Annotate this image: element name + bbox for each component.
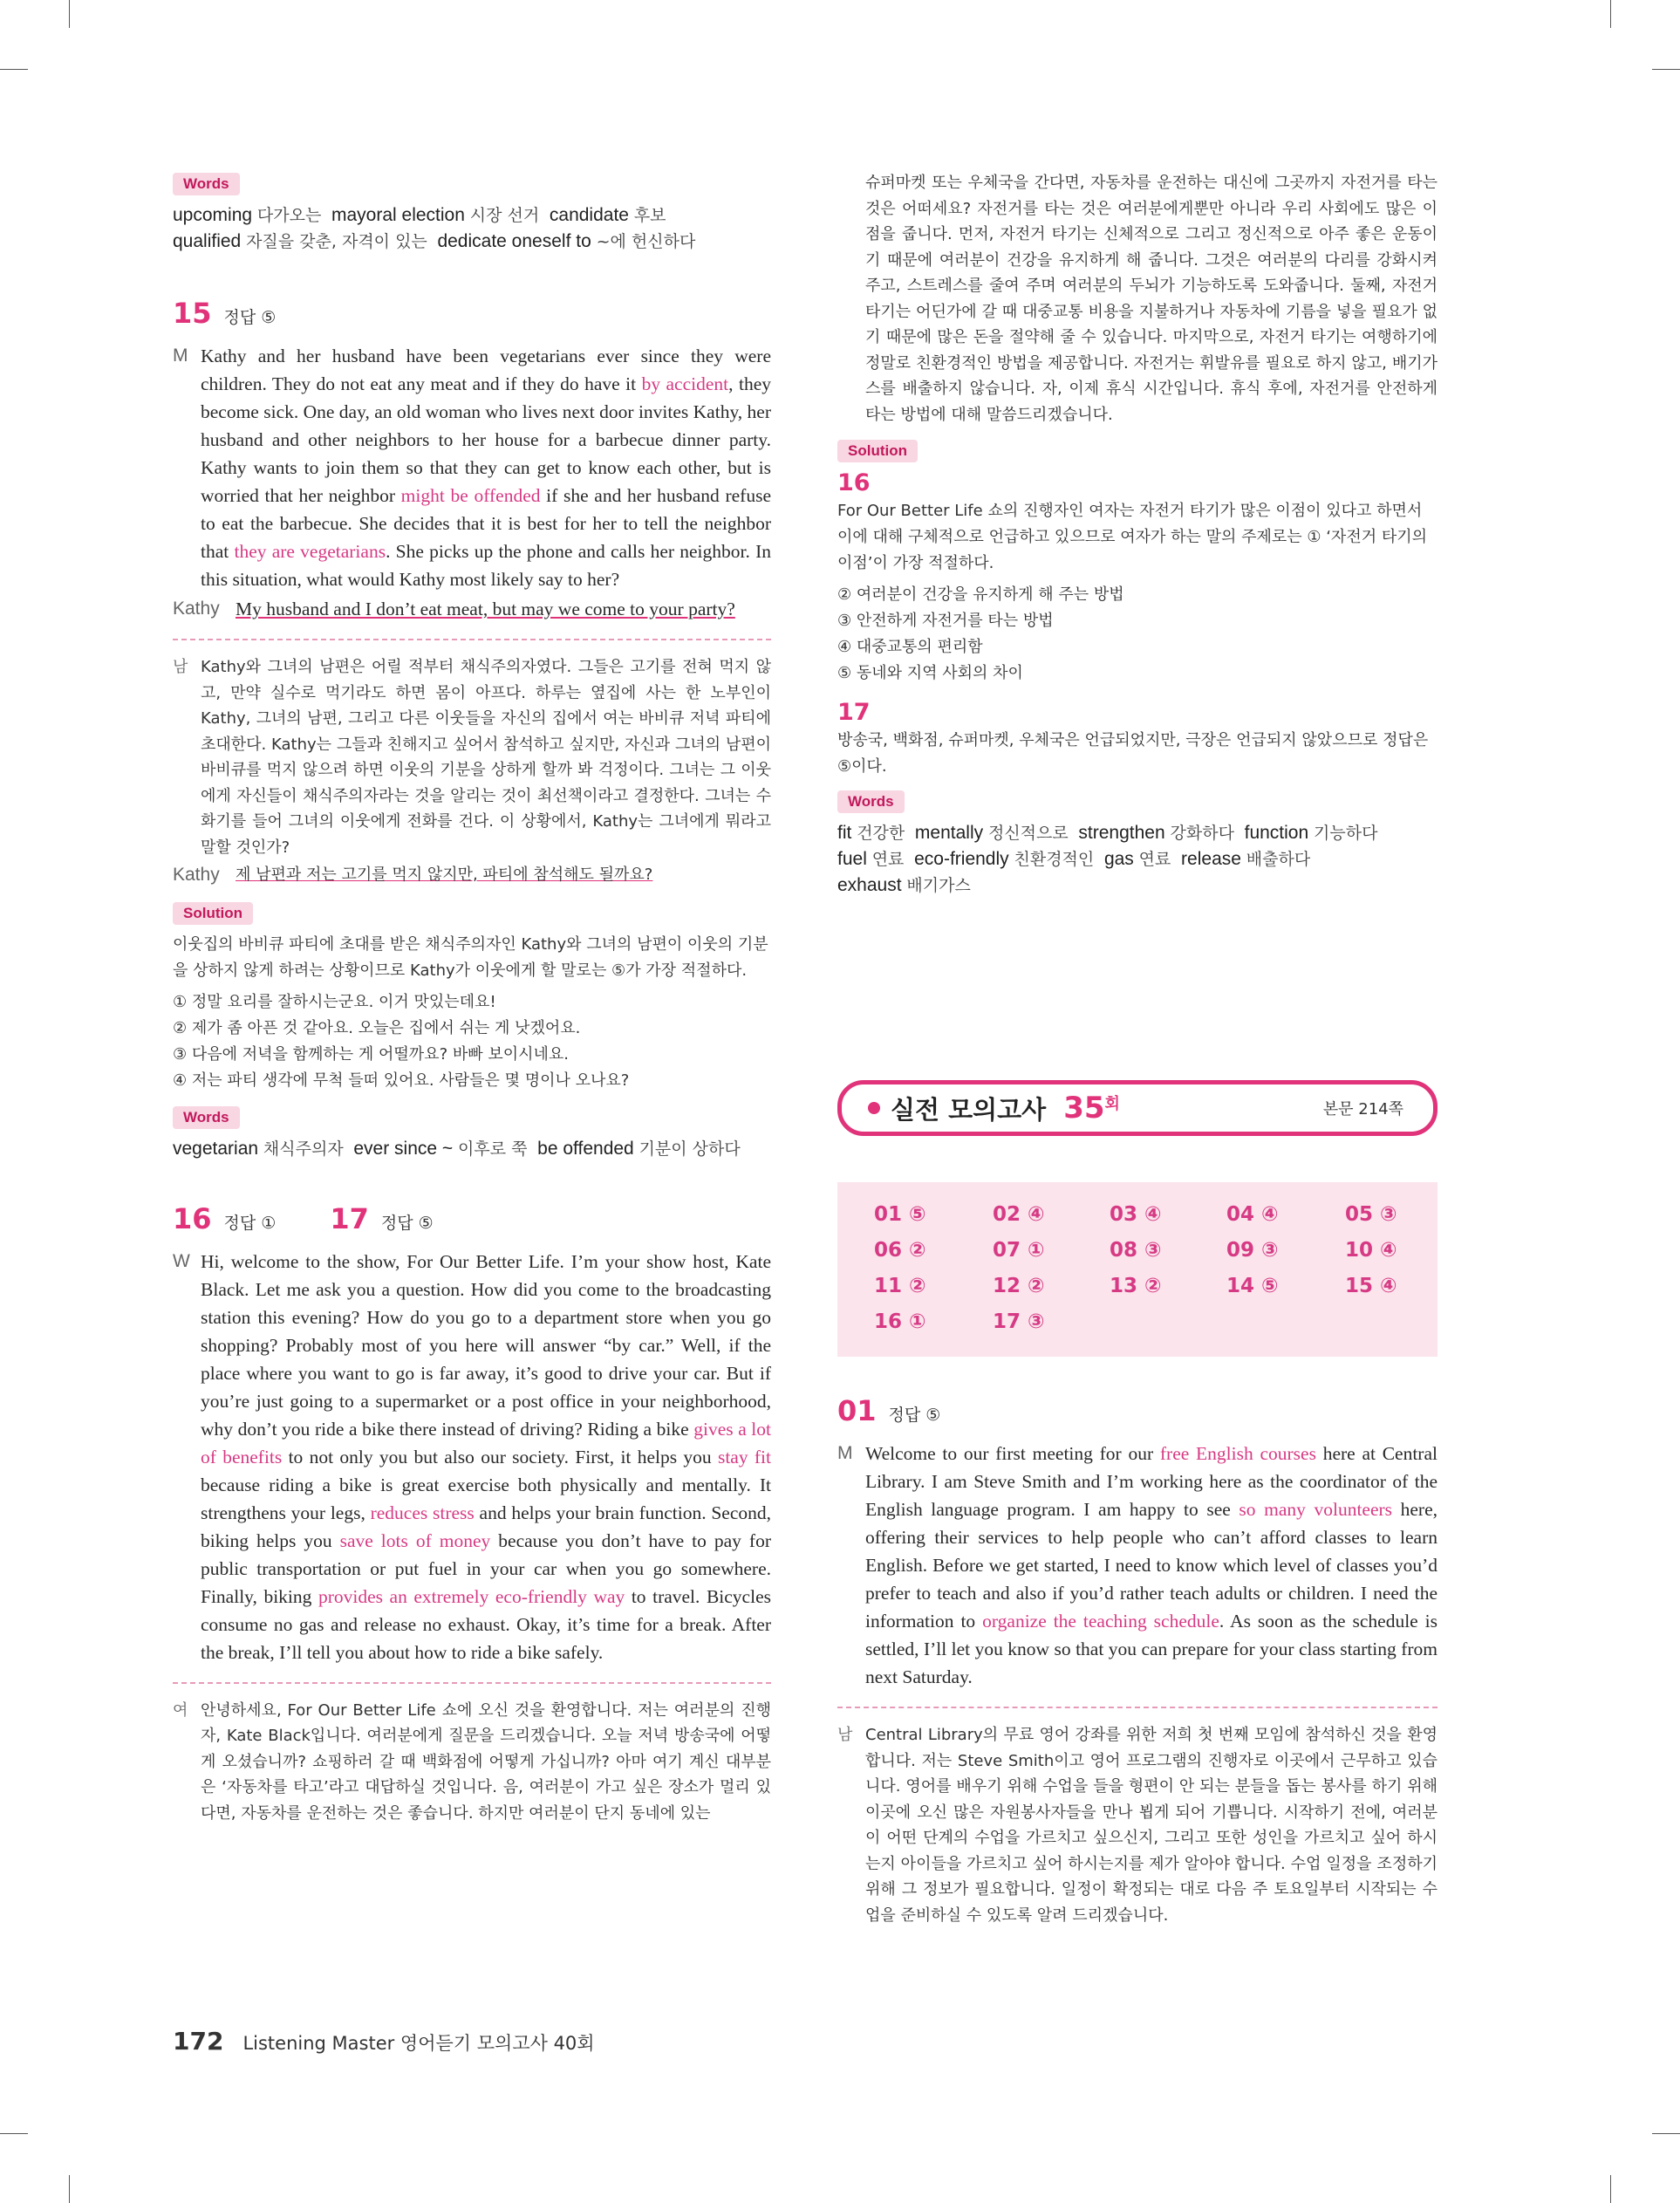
solution-tag: Solution — [837, 440, 918, 462]
vocab-list — [173, 1136, 771, 1162]
translation-continued — [837, 170, 1438, 428]
speaker-label: Kathy — [173, 599, 220, 619]
vocab-line: fit 건강한 mentally 정신적으로 strengthen 강화하다 function 기능하다 — [837, 823, 1378, 843]
crop-mark — [0, 69, 28, 70]
script-passage — [173, 342, 771, 593]
question-01 — [837, 1394, 1438, 1928]
option-item: ⑤ 동네와 지역 사회의 차이 — [837, 664, 1023, 682]
script-text: Welcome to our first meeting for our free English courses here at Central Library. I am Steve Smith and I’m working here as the coordinator of the English language program. I am happy to see so many volunteers here, offering their services to help people who can’t afford classes to learn English. Before we get started, I need to know which level of classes you’d prefer to teach and also if you’d rather teach adults or children. I need the information to organize the teaching schedule. As soon as the schedule is settled, I’ll let you know so that you can prepare for your class starting from next Saturday. — [865, 1443, 1438, 1687]
option-item: ④ 저는 파티 생각에 무척 들떠 있어요. 사람들은 몇 명이나 오나요? — [173, 1071, 630, 1090]
answer-key-item: 12 ② — [993, 1275, 1045, 1297]
answer-key-item: 13 ② — [1110, 1275, 1162, 1297]
speaker-label: M — [173, 346, 188, 366]
answer-key-item: 05 ③ — [1345, 1203, 1397, 1226]
solution-text: 이웃집의 바비큐 파티에 초대를 받은 채식주의자인 Kathy와 그녀의 남편이 이웃의 기분을 상하지 않게 하려는 상황이므로 Kathy가 이웃에게 할 말로는 ⑤가 가장 적절하다. — [173, 934, 768, 980]
crop-mark — [0, 2133, 28, 2134]
answer-key-item: 01 ⑤ — [874, 1203, 926, 1226]
crop-mark — [1652, 2133, 1680, 2134]
answer-key-item: 07 ① — [993, 1239, 1045, 1262]
test-number-suffix: 회 — [1104, 1095, 1120, 1113]
speaker-label: Kathy — [173, 865, 220, 885]
translation-answer-line — [173, 862, 771, 888]
crop-mark — [1610, 2175, 1611, 2203]
book-title: Listening Master 영어듣기 모의고사 40회 — [242, 2033, 595, 2054]
script-text: Kathy and her husband have been vegetarians ever since they were children. They do not eat any meat and if they do have it by accident, they become sick. One day, an old woman who lives next door invites Kathy, her husband and other neighbors to her house for a barbecue dinner party. Kathy wants to join them so that they can get to know each other, but is worried that her neighbor might be offended if she and her husband refuse to eat the barbecue. She decides that it is best for her to tell the neighbor that they are vegetarians. She picks up the phone and calls her neighbor. In this situation, what would Kathy most likely say to her? — [201, 346, 771, 590]
answer-key-item: 16 ① — [874, 1310, 926, 1333]
option-list — [837, 582, 1438, 687]
answer-label: 정답 ① — [223, 1213, 277, 1233]
answer-key-item: 02 ④ — [993, 1203, 1045, 1226]
crop-mark — [1610, 0, 1611, 28]
divider — [837, 1707, 1438, 1708]
words-tag: Words — [173, 1106, 240, 1129]
test-title: 실전 모의고사 — [891, 1094, 1047, 1125]
option-list — [173, 989, 771, 1094]
answer-label: 정답 ⑤ — [380, 1213, 434, 1233]
answer-key-item: 09 ③ — [1226, 1239, 1279, 1262]
answer-label: 정답 ⑤ — [888, 1406, 941, 1425]
translation — [173, 654, 771, 860]
solution-text: 방송국, 백화점, 슈퍼마켓, 우체국은 언급되었지만, 극장은 언급되지 않았으므로 정답은 ⑤이다. — [837, 731, 1429, 776]
question-number: 17 — [330, 1201, 369, 1235]
question-number: 16 — [173, 1201, 212, 1235]
answer-key-item: 17 ③ — [993, 1310, 1045, 1333]
left-column — [173, 173, 771, 1826]
script-passage — [173, 1248, 771, 1666]
speaker-label: 남 — [837, 1726, 853, 1744]
translation-text: Central Library의 무료 영어 강좌를 위한 저희 첫 번째 모임에 참석하신 것을 환영합니다. 저는 Steve Smith이고 영어 프로그램의 진행자로 이곳에서 근무하고 있습니다. 영어를 배우기 위해 수업을 들을 형편이 안 되는 분들을 돕는 봉사를 하기 위해 이곳에 오신 많은 자원봉사자들을 만나 뵙게 되어 기쁩니다. 시작하기 전에, 여러분이 어떤 단계의 수업을 가르치고 싶으신지, 그리고 또한 성인을 가르치고 싶어 하시는지 아이들을 가르치고 싶어 하시는지를 제가 알아야 합니다. 수업 일정을 조정하기 위해 그 정보가 필요합니다. 일정이 확정되는 대로 다음 주 토요일부터 시작되는 수업을 준비하실 수 있도록 알려 드리겠습니다. — [865, 1726, 1438, 1925]
option-item: ④ 대중교통의 편리함 — [837, 638, 983, 656]
answer-key-item: 14 ⑤ — [1226, 1275, 1279, 1297]
translation — [173, 1698, 771, 1827]
page-reference: 본문 214쪽 — [1322, 1100, 1403, 1119]
option-item: ② 여러분이 건강을 유지하게 해 주는 방법 — [837, 585, 1124, 604]
answer-key-item: 08 ③ — [1110, 1239, 1162, 1262]
vocab-list — [837, 820, 1438, 899]
solution-text: For Our Better Life 쇼의 진행자인 여자는 자전거 타기가 많은 이점이 있다고 하면서 이에 대해 구체적으로 언급하고 있으므로 여자가 하는 말의 주제로는 ① ‘자전거 타기의 이점’이 가장 적절하다. — [837, 502, 1427, 572]
vocab-line: upcoming 다가오는 mayoral election 시장 선거 candidate 후보 — [173, 205, 666, 225]
bullet-icon — [868, 1102, 880, 1114]
script-text: Hi, welcome to the show, For Our Better Life. I’m your show host, Kate Black. Let me ask you a question. How did you come to the broadcasting station this evening? How do you go to a department store when you go shopping? Probably most of you here will answer “by car.” Well, if the place where you want to go is far away, it’s good to drive your car. But if you’re just going to a supermarket or a post office in your neighborhood, why don’t you ride a bike there instead of driving? Riding a bike gives a lot of benefits to not only you but also our society. First, it helps you stay fit because riding a bike is great exercise both physically and mentally. It strengthens your legs, reduces stress and helps your brain function. Second, biking helps you save lots of money because you don’t have to pay for public transportation or put fuel in your car when you go somewhere. Finally, biking provides an extremely eco-friendly way to travel. Bicycles consume no gas and release no exhaust. Okay, it’s time for a break. After the break, I’ll tell you about how to ride a bike safely. — [201, 1250, 772, 1663]
speaker-label: M — [837, 1443, 853, 1463]
words-tag: Words — [173, 173, 240, 195]
question-number: 01 — [837, 1394, 877, 1427]
script-answer-line — [173, 595, 771, 623]
crop-mark — [69, 0, 70, 28]
test-number: 35 — [1063, 1091, 1105, 1125]
vocab-line: qualified 자질을 갖춘, 자격이 있는 dedicate oneself to ~에 헌신하다 — [173, 231, 696, 251]
option-item: ③ 안전하게 자전거를 타는 방법 — [837, 612, 1054, 630]
speaker-label: W — [173, 1250, 190, 1271]
solution-tag: Solution — [173, 902, 253, 925]
vocab-line: fuel 연료 eco-friendly 친환경적인 gas 연료 release 배출하다 — [837, 849, 1311, 869]
test-header — [837, 1080, 1438, 1136]
answer-key-item: 11 ② — [874, 1275, 926, 1297]
vocab-list — [173, 202, 771, 255]
crop-mark — [69, 2175, 70, 2203]
speaker-label: 여 — [173, 1700, 188, 1720]
question-number: 15 — [173, 297, 212, 330]
vocab-line: vegetarian 채식주의자 ever since ~ 이후로 쭉 be offended 기분이 상하다 — [173, 1138, 741, 1159]
question-number: 17 — [837, 699, 871, 726]
option-item: ③ 다음에 저녁을 함께하는 게 어떨까요? 바빠 보이시네요. — [173, 1044, 569, 1064]
answer-key-item: 15 ④ — [1345, 1275, 1397, 1297]
vocab-line: exhaust 배기가스 — [837, 875, 971, 895]
question-header — [173, 1202, 771, 1235]
translation-text: 안녕하세요, For Our Better Life 쇼에 오신 것을 환영합니다. 저는 여러분의 진행자, Kate Black입니다. 여러분에게 질문을 드리겠습니다. 오늘 저녁 방송국에 어떻게 오셨습니까? 쇼핑하러 갈 때 백화점에 어떻게 가십니까? 아마 여기 계신 대부분은 ‘자동차를 타고’라고 대답하실 것입니다. 음, 여러분이 가고 싶은 장소가 멀리 있다면, 자동차를 운전하는 것은 좋습니다. 하지만 여러분이 단지 동네에 있는 — [201, 1700, 771, 1823]
divider — [173, 639, 771, 640]
divider — [173, 1682, 771, 1684]
answer-key-grid — [837, 1182, 1438, 1357]
question-header — [173, 297, 771, 330]
answer-key-item: 04 ④ — [1226, 1203, 1279, 1226]
translation — [837, 1722, 1438, 1928]
page-footer — [173, 2027, 595, 2056]
answer-key-item: 06 ② — [874, 1239, 926, 1262]
words-tag: Words — [837, 790, 905, 813]
option-item: ② 제가 좀 아픈 것 같아요. 오늘은 집에서 쉬는 게 낫겠어요. — [173, 1018, 581, 1037]
script-passage — [837, 1440, 1438, 1691]
question-number: 16 — [837, 469, 871, 496]
option-item: ① 정말 요리를 잘하시는군요. 이거 맛있는데요! — [173, 992, 496, 1011]
answer-label: 정답 ⑤ — [223, 308, 277, 327]
answer-key-item: 03 ④ — [1110, 1203, 1162, 1226]
speaker-label: 남 — [173, 658, 188, 676]
crop-mark — [1652, 69, 1680, 70]
translation-text: Kathy와 그녀의 남편은 어릴 적부터 채식주의자였다. 그들은 고기를 전혀 먹지 않고, 만약 실수로 먹기라도 하면 몸이 아프다. 하루는 옆집에 사는 한 노부인이 Kathy, 그녀의 남편, 그리고 다른 이웃들을 자신의 집에서 여는 바비큐 저녁 파티에 초대한다. Kathy는 그들과 친해지고 싶어서 참석하고 싶지만, 자신과 그녀의 남편이 바비큐를 먹지 않으려 하면 이웃의 기분을 상하게 할까 봐 걱정이다. 그녀는 그 이웃에게 자신들이 채식주의자라는 것을 알리는 것이 최선책이라고 결정한다. 그녀는 수화기를 들어 그녀의 이웃에게 전화를 건다. 이 상황에서, Kathy는 그녀에게 뭐라고 말할 것인가? — [201, 658, 771, 857]
question-header — [837, 1394, 1438, 1427]
page-number: 172 — [173, 2027, 224, 2056]
answer-sentence: My husband and I don’t eat meat, but may we come to your party? — [236, 599, 735, 619]
translation-text: 슈퍼마켓 또는 우체국을 간다면, 자동차를 운전하는 대신에 그곳까지 자전거를 타는 것은 어떠세요? 자전거를 타는 것은 여러분에게뿐만 아니라 우리 사회에도 많은 이점을 줍니다. 먼저, 자전거 타기는 신체적으로 그리고 정신적으로 아주 좋은 운동이기 때문에 여러분이 건강을 유지하게 해 줍니다. 그것은 여러분의 다리를 강화시켜 주고, 스트레스를 줄여 주며 여러분의 두뇌가 기능하도록 도와줍니다. 둘째, 자전거 타기는 어딘가에 갈 때 대중교통 비용을 지불하거나 자동차에 기름을 넣을 필요가 없기 때문에 많은 돈을 절약해 줄 수 있습니다. 마지막으로, 자전거 타기는 여행하기에 정말로 친환경적인 방법을 제공합니다. 자전거는 휘발유를 필요로 하지 않고, 배기가스를 배출하지 않습니다. 자, 이제 휴식 시간입니다. 휴식 후에, 자전거를 안전하게 타는 방법에 대해 말씀드리겠습니다. — [865, 174, 1438, 424]
answer-key-item: 10 ④ — [1345, 1239, 1397, 1262]
translation-answer: 제 남편과 저는 고기를 먹지 않지만, 파티에 참석해도 될까요? — [236, 865, 653, 884]
right-column — [837, 170, 1438, 899]
